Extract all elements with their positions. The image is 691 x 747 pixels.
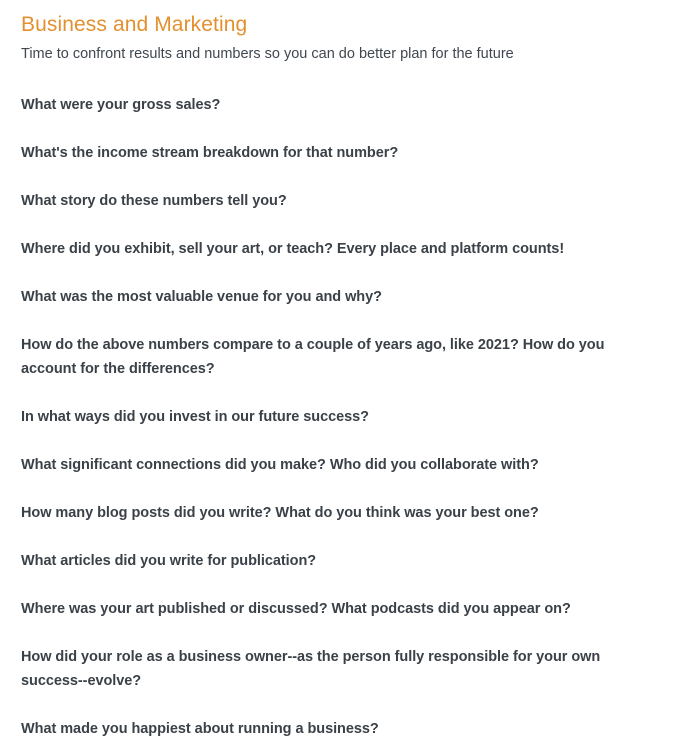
- question-item: How do the above numbers compare to a couple of years ago, like 2021? How do you account for the differences?: [21, 337, 605, 377]
- question-item: What story do these numbers tell you?: [21, 193, 287, 209]
- page-subtitle: Time to confront results and numbers so you can do better plan for the future: [21, 46, 514, 62]
- question-item: How did your role as a business owner--as the person fully responsible for your own success--evolve?: [21, 649, 601, 689]
- question-item: What articles did you write for publication?: [21, 553, 317, 569]
- question-item: How many blog posts did you write? What do you think was your best one?: [21, 505, 539, 521]
- question-item: Where did you exhibit, sell your art, or teach? Every place and platform counts!: [21, 241, 565, 257]
- question-item: What was the most valuable venue for you and why?: [21, 289, 382, 305]
- question-item: What made you happiest about running a business?: [21, 721, 379, 737]
- question-item: What significant connections did you make? Who did you collaborate with?: [21, 457, 539, 473]
- page-title: Business and Marketing: [21, 13, 248, 36]
- question-list: [21, 64, 643, 741]
- question-item: Where was your art published or discussed? What podcasts did you appear on?: [21, 601, 571, 617]
- question-item: What were your gross sales?: [21, 97, 221, 113]
- question-item: What's the income stream breakdown for that number?: [21, 145, 399, 161]
- question-item: In what ways did you invest in our future success?: [21, 409, 369, 425]
